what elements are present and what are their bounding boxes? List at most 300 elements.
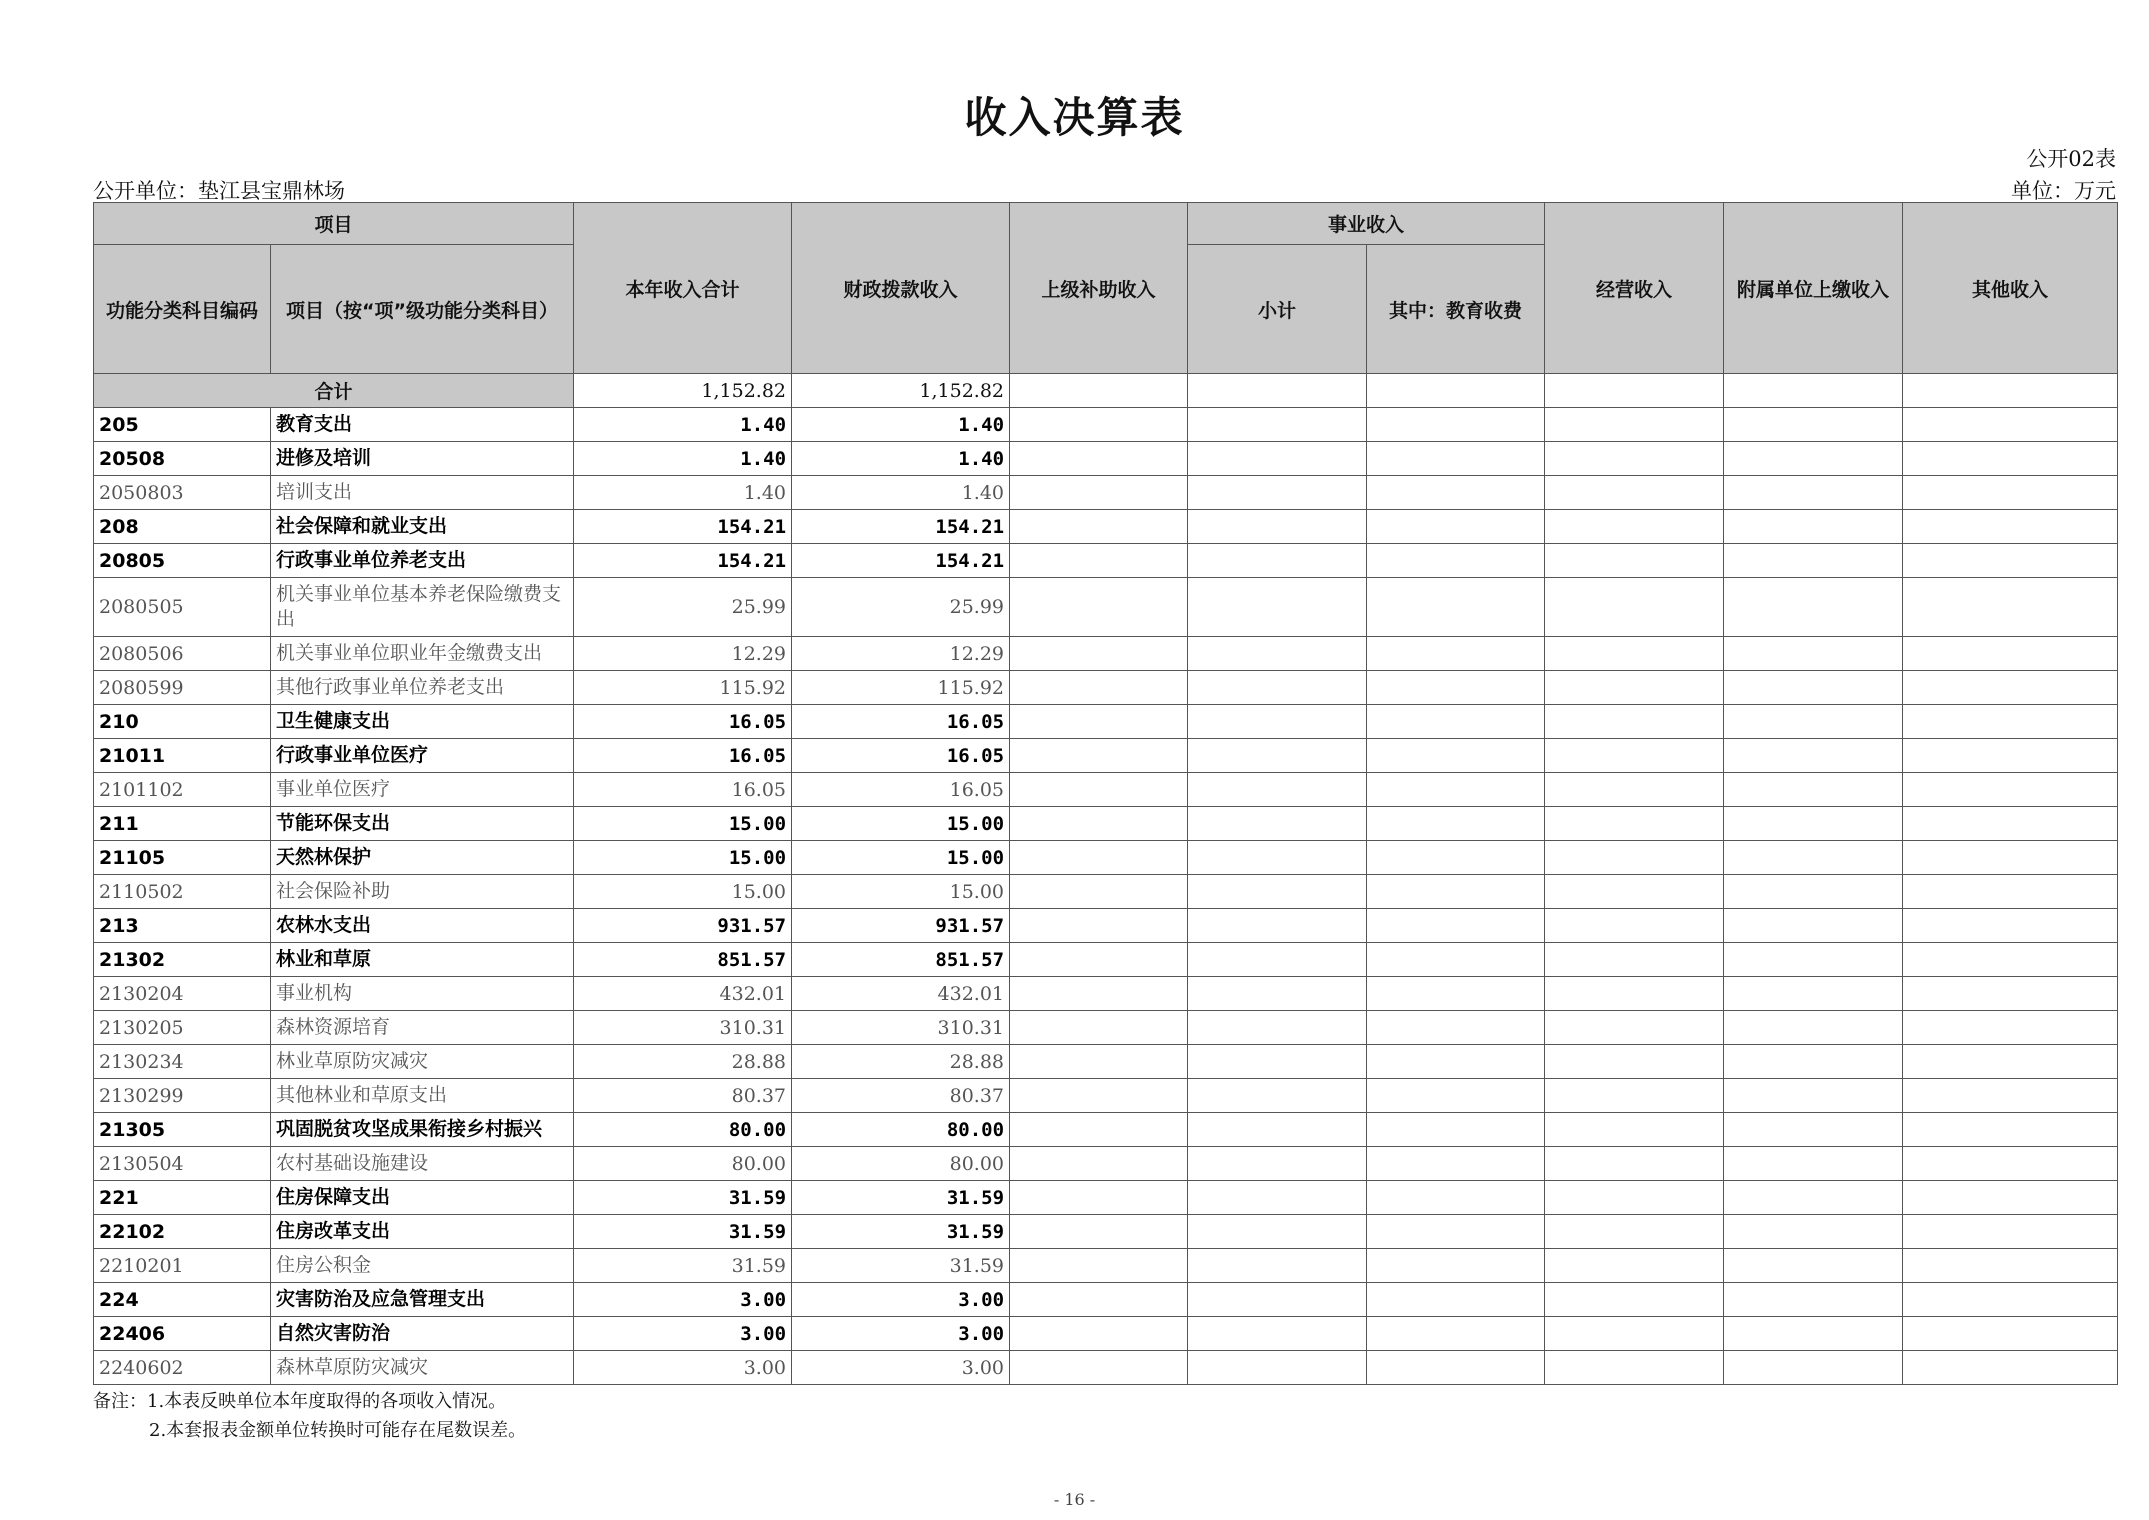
row-fiscal: 115.92 (792, 671, 1010, 705)
row-fiscal: 3.00 (792, 1317, 1010, 1351)
empty-cell (1010, 1113, 1188, 1147)
empty-cell (1545, 510, 1724, 544)
empty-cell (1545, 943, 1724, 977)
empty-cell (1010, 544, 1188, 578)
row-fiscal: 15.00 (792, 807, 1010, 841)
row-fiscal: 851.57 (792, 943, 1010, 977)
empty-cell (1903, 671, 2118, 705)
empty-cell (1545, 1045, 1724, 1079)
currency-unit: 单位：万元 (2011, 179, 2116, 203)
row-total: 31.59 (574, 1215, 792, 1249)
table-row (94, 841, 2118, 875)
row-code: 210 (94, 705, 271, 739)
empty-cell (1367, 578, 1545, 637)
table-row (94, 1045, 2118, 1079)
empty-cell (1188, 544, 1367, 578)
empty-cell (1903, 807, 2118, 841)
row-code: 20805 (94, 544, 271, 578)
table-row (94, 943, 2118, 977)
total-fiscal: 1,152.82 (792, 374, 1010, 408)
empty-cell (1724, 773, 1903, 807)
empty-cell (1724, 1011, 1903, 1045)
empty-cell (1724, 544, 1903, 578)
row-fiscal: 31.59 (792, 1215, 1010, 1249)
row-total: 80.00 (574, 1147, 792, 1181)
row-fiscal: 12.29 (792, 637, 1010, 671)
row-fiscal: 80.37 (792, 1079, 1010, 1113)
empty-cell (1367, 807, 1545, 841)
row-name: 事业机构 (271, 977, 574, 1011)
header-total: 本年收入合计 (574, 203, 792, 374)
empty-cell (1188, 1113, 1367, 1147)
header-other: 其他收入 (1903, 203, 2118, 374)
table-row (94, 1113, 2118, 1147)
row-code: 208 (94, 510, 271, 544)
empty-cell (1724, 476, 1903, 510)
total-row (94, 374, 2118, 408)
row-name: 天然林保护 (271, 841, 574, 875)
row-name: 机关事业单位基本养老保险缴费支出 (271, 578, 574, 637)
empty-cell (1188, 510, 1367, 544)
empty-cell (1724, 977, 1903, 1011)
header-subtotal: 小计 (1188, 245, 1367, 374)
table-row (94, 408, 2118, 442)
row-name: 行政事业单位医疗 (271, 739, 574, 773)
table-row (94, 1249, 2118, 1283)
row-name: 住房保障支出 (271, 1181, 574, 1215)
row-code: 213 (94, 909, 271, 943)
row-fiscal: 1.40 (792, 408, 1010, 442)
row-total: 3.00 (574, 1351, 792, 1385)
empty-cell (1188, 637, 1367, 671)
empty-cell (1010, 1079, 1188, 1113)
table-row (94, 1351, 2118, 1385)
header-superior: 上级补助收入 (1010, 203, 1188, 374)
empty-cell (1903, 1079, 2118, 1113)
empty-cell (1545, 578, 1724, 637)
row-total: 1.40 (574, 442, 792, 476)
empty-cell (1010, 773, 1188, 807)
empty-cell (1367, 1045, 1545, 1079)
empty-cell (1010, 1181, 1188, 1215)
empty-cell (1010, 408, 1188, 442)
empty-cell (1903, 773, 2118, 807)
empty-cell (1367, 408, 1545, 442)
empty-cell (1010, 1283, 1188, 1317)
row-total: 31.59 (574, 1181, 792, 1215)
empty-cell (1545, 408, 1724, 442)
empty-cell (1545, 1147, 1724, 1181)
row-code: 2210201 (94, 1249, 271, 1283)
row-name: 住房改革支出 (271, 1215, 574, 1249)
row-code: 221 (94, 1181, 271, 1215)
empty-cell (1724, 807, 1903, 841)
empty-cell (1188, 1045, 1367, 1079)
row-total: 80.00 (574, 1113, 792, 1147)
row-code: 2050803 (94, 476, 271, 510)
empty-cell (1724, 510, 1903, 544)
header-code: 功能分类科目编码 (94, 245, 271, 374)
row-code: 21302 (94, 943, 271, 977)
row-fiscal: 31.59 (792, 1249, 1010, 1283)
note-1: 备注：1.本表反映单位本年度取得的各项收入情况。 (93, 1391, 507, 1412)
page-title: 收入决算表 (964, 93, 1185, 142)
empty-cell (1188, 909, 1367, 943)
reporting-unit: 公开单位：垫江县宝鼎林场 (93, 179, 345, 203)
empty-cell (1903, 1011, 2118, 1045)
row-total: 16.05 (574, 705, 792, 739)
empty-cell (1188, 1283, 1367, 1317)
row-code: 2130204 (94, 977, 271, 1011)
row-total: 154.21 (574, 510, 792, 544)
empty-cell (1724, 909, 1903, 943)
row-name: 农林水支出 (271, 909, 574, 943)
empty-cell (1724, 1147, 1903, 1181)
row-name: 教育支出 (271, 408, 574, 442)
empty-cell (1545, 476, 1724, 510)
empty-cell (1545, 671, 1724, 705)
empty-cell (1903, 510, 2118, 544)
empty-cell (1010, 1317, 1188, 1351)
empty-cell (1903, 739, 2118, 773)
empty-cell (1010, 1011, 1188, 1045)
empty-cell (1903, 705, 2118, 739)
empty-cell (1903, 1351, 2118, 1385)
row-name: 其他林业和草原支出 (271, 1079, 574, 1113)
empty-cell (1010, 671, 1188, 705)
empty-cell (1010, 739, 1188, 773)
empty-cell (1010, 637, 1188, 671)
row-total: 154.21 (574, 544, 792, 578)
empty-cell (1545, 1113, 1724, 1147)
empty-cell (1903, 408, 2118, 442)
empty-cell (1367, 637, 1545, 671)
empty-cell (1545, 442, 1724, 476)
empty-cell (1724, 1283, 1903, 1317)
row-total: 15.00 (574, 841, 792, 875)
empty-cell (1903, 1317, 2118, 1351)
row-total: 1.40 (574, 476, 792, 510)
empty-cell (1367, 476, 1545, 510)
row-code: 21011 (94, 739, 271, 773)
empty-cell (1903, 637, 2118, 671)
empty-cell (1545, 875, 1724, 909)
row-fiscal: 1.40 (792, 476, 1010, 510)
row-fiscal: 931.57 (792, 909, 1010, 943)
header-operating: 经营收入 (1545, 203, 1724, 374)
empty-cell (1903, 909, 2118, 943)
empty-cell (1010, 841, 1188, 875)
row-total: 16.05 (574, 773, 792, 807)
row-code: 224 (94, 1283, 271, 1317)
table-row (94, 476, 2118, 510)
header-project: 项目 (94, 203, 574, 245)
empty-cell (1010, 1147, 1188, 1181)
empty-cell (1724, 875, 1903, 909)
empty-cell (1188, 408, 1367, 442)
table-row (94, 671, 2118, 705)
empty-cell (1724, 1045, 1903, 1079)
row-total: 25.99 (574, 578, 792, 637)
empty-cell (1724, 1113, 1903, 1147)
empty-cell (1010, 1045, 1188, 1079)
row-name: 事业单位医疗 (271, 773, 574, 807)
row-name: 其他行政事业单位养老支出 (271, 671, 574, 705)
row-code: 2110502 (94, 875, 271, 909)
row-fiscal: 310.31 (792, 1011, 1010, 1045)
empty-cell (1010, 909, 1188, 943)
empty-cell (1188, 1079, 1367, 1113)
empty-cell (1188, 943, 1367, 977)
row-code: 21305 (94, 1113, 271, 1147)
note-2: 2.本套报表金额单位转换时可能存在尾数误差。 (149, 1420, 527, 1441)
row-fiscal: 31.59 (792, 1181, 1010, 1215)
empty-cell (1724, 408, 1903, 442)
table-row (94, 807, 2118, 841)
row-total: 28.88 (574, 1045, 792, 1079)
row-total: 15.00 (574, 807, 792, 841)
header-business: 事业收入 (1188, 203, 1545, 245)
total-label: 合计 (94, 374, 574, 408)
row-total: 80.37 (574, 1079, 792, 1113)
row-fiscal: 28.88 (792, 1045, 1010, 1079)
table-row (94, 875, 2118, 909)
row-fiscal: 16.05 (792, 705, 1010, 739)
empty-cell (1545, 1011, 1724, 1045)
empty-cell (1545, 1215, 1724, 1249)
notes (93, 1387, 526, 1445)
empty-cell (1724, 1351, 1903, 1385)
empty-cell (1903, 1147, 2118, 1181)
empty-cell (1367, 544, 1545, 578)
empty-cell (1545, 977, 1724, 1011)
header-name: 项目（按“项”级功能分类科目） (271, 245, 574, 374)
empty-cell (1367, 1011, 1545, 1045)
empty-cell (1367, 739, 1545, 773)
empty-cell (1188, 1147, 1367, 1181)
empty-cell (1188, 841, 1367, 875)
header-affiliated: 附属单位上缴收入 (1724, 203, 1903, 374)
empty-cell (1545, 909, 1724, 943)
empty-cell (1903, 1113, 2118, 1147)
empty-cell (1188, 739, 1367, 773)
empty-cell (1545, 637, 1724, 671)
row-fiscal: 80.00 (792, 1113, 1010, 1147)
empty-cell (1545, 1317, 1724, 1351)
empty-cell (1188, 1249, 1367, 1283)
header-fiscal: 财政拨款收入 (792, 203, 1010, 374)
empty-cell (1367, 875, 1545, 909)
row-code: 2130234 (94, 1045, 271, 1079)
empty-cell (1903, 476, 2118, 510)
empty-cell (1367, 773, 1545, 807)
table-row (94, 442, 2118, 476)
row-fiscal: 16.05 (792, 739, 1010, 773)
empty-cell (1367, 442, 1545, 476)
row-code: 2130504 (94, 1147, 271, 1181)
total-amount: 1,152.82 (574, 374, 792, 408)
empty-cell (1367, 1113, 1545, 1147)
row-fiscal: 3.00 (792, 1283, 1010, 1317)
empty-cell (1010, 977, 1188, 1011)
empty-cell (1545, 773, 1724, 807)
row-total: 12.29 (574, 637, 792, 671)
row-code: 22102 (94, 1215, 271, 1249)
empty-cell (1188, 578, 1367, 637)
row-name: 林业和草原 (271, 943, 574, 977)
header-edu: 其中：教育收费 (1367, 245, 1545, 374)
table-row (94, 1317, 2118, 1351)
empty-cell (1545, 1283, 1724, 1317)
table-row (94, 544, 2118, 578)
empty-cell (1367, 1147, 1545, 1181)
empty-cell (1903, 1215, 2118, 1249)
row-code: 2080599 (94, 671, 271, 705)
empty-cell (1367, 671, 1545, 705)
empty-cell (1545, 1351, 1724, 1385)
empty-cell (1010, 1215, 1188, 1249)
row-total: 3.00 (574, 1317, 792, 1351)
row-code: 2080506 (94, 637, 271, 671)
empty-cell (1545, 841, 1724, 875)
empty-cell (1367, 1317, 1545, 1351)
table-row (94, 739, 2118, 773)
empty-cell (1188, 442, 1367, 476)
table-row (94, 1147, 2118, 1181)
empty-cell (1724, 578, 1903, 637)
empty-cell (1188, 977, 1367, 1011)
empty-cell (1188, 1351, 1367, 1385)
row-name: 森林草原防灾减灾 (271, 1351, 574, 1385)
empty-cell (1010, 807, 1188, 841)
row-code: 2080505 (94, 578, 271, 637)
table-row (94, 1079, 2118, 1113)
row-code: 20508 (94, 442, 271, 476)
row-total: 31.59 (574, 1249, 792, 1283)
table-row (94, 1181, 2118, 1215)
empty-cell (1367, 1181, 1545, 1215)
table-row (94, 1215, 2118, 1249)
row-fiscal: 15.00 (792, 841, 1010, 875)
empty-cell (1367, 1215, 1545, 1249)
row-name: 社会保险补助 (271, 875, 574, 909)
table-row (94, 510, 2118, 544)
empty-cell (1903, 442, 2118, 476)
empty-cell (1188, 1215, 1367, 1249)
row-name: 巩固脱贫攻坚成果衔接乡村振兴 (271, 1113, 574, 1147)
empty-cell (1367, 841, 1545, 875)
income-table (93, 202, 2118, 1385)
row-total: 851.57 (574, 943, 792, 977)
empty-cell (1903, 1283, 2118, 1317)
empty-cell (1724, 943, 1903, 977)
row-code: 2101102 (94, 773, 271, 807)
row-name: 社会保障和就业支出 (271, 510, 574, 544)
empty-cell (1188, 1317, 1367, 1351)
row-fiscal: 154.21 (792, 544, 1010, 578)
empty-cell (1367, 1249, 1545, 1283)
row-fiscal: 154.21 (792, 510, 1010, 544)
row-code: 22406 (94, 1317, 271, 1351)
row-fiscal: 25.99 (792, 578, 1010, 637)
empty-cell (1903, 544, 2118, 578)
row-name: 林业草原防灾减灾 (271, 1045, 574, 1079)
empty-cell (1545, 1249, 1724, 1283)
row-code: 2130205 (94, 1011, 271, 1045)
table-row (94, 909, 2118, 943)
empty-cell (1367, 1283, 1545, 1317)
empty-cell (1188, 671, 1367, 705)
empty-cell (1903, 1045, 2118, 1079)
row-total: 931.57 (574, 909, 792, 943)
empty-cell (1903, 841, 2118, 875)
empty-cell (1367, 1079, 1545, 1113)
empty-cell (1724, 705, 1903, 739)
empty-cell (1903, 1181, 2118, 1215)
empty-cell (1545, 705, 1724, 739)
empty-cell (1010, 476, 1188, 510)
empty-cell (1724, 1079, 1903, 1113)
row-total: 432.01 (574, 977, 792, 1011)
empty-cell (1188, 1181, 1367, 1215)
empty-cell (1188, 807, 1367, 841)
row-fiscal: 15.00 (792, 875, 1010, 909)
row-fiscal: 16.05 (792, 773, 1010, 807)
row-fiscal: 432.01 (792, 977, 1010, 1011)
empty-cell (1188, 476, 1367, 510)
row-code: 2130299 (94, 1079, 271, 1113)
empty-cell (1903, 943, 2118, 977)
row-fiscal: 80.00 (792, 1147, 1010, 1181)
table-row (94, 977, 2118, 1011)
row-total: 310.31 (574, 1011, 792, 1045)
empty-cell (1724, 442, 1903, 476)
empty-cell (1188, 1011, 1367, 1045)
row-name: 自然灾害防治 (271, 1317, 574, 1351)
row-name: 卫生健康支出 (271, 705, 574, 739)
row-name: 森林资源培育 (271, 1011, 574, 1045)
empty-cell (1010, 1249, 1188, 1283)
empty-cell (1545, 739, 1724, 773)
row-total: 15.00 (574, 875, 792, 909)
empty-cell (1724, 671, 1903, 705)
empty-cell (1724, 1317, 1903, 1351)
empty-cell (1367, 1351, 1545, 1385)
empty-cell (1724, 1249, 1903, 1283)
table-row (94, 637, 2118, 671)
empty-cell (1545, 1181, 1724, 1215)
row-name: 机关事业单位职业年金缴费支出 (271, 637, 574, 671)
row-total: 16.05 (574, 739, 792, 773)
empty-cell (1367, 705, 1545, 739)
empty-cell (1010, 442, 1188, 476)
empty-cell (1724, 637, 1903, 671)
row-code: 21105 (94, 841, 271, 875)
row-fiscal: 1.40 (792, 442, 1010, 476)
row-name: 农村基础设施建设 (271, 1147, 574, 1181)
row-name: 进修及培训 (271, 442, 574, 476)
empty-cell (1724, 739, 1903, 773)
row-name: 行政事业单位养老支出 (271, 544, 574, 578)
form-number: 公开02表 (2026, 147, 2116, 171)
row-name: 住房公积金 (271, 1249, 574, 1283)
empty-cell (1545, 1079, 1724, 1113)
row-code: 211 (94, 807, 271, 841)
empty-cell (1367, 943, 1545, 977)
empty-cell (1188, 875, 1367, 909)
row-total: 3.00 (574, 1283, 792, 1317)
table-row (94, 578, 2118, 637)
